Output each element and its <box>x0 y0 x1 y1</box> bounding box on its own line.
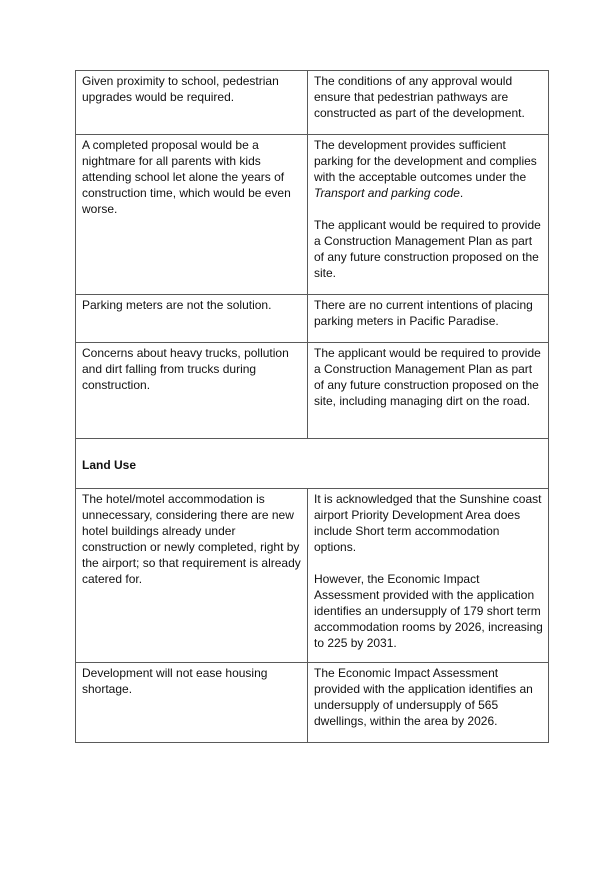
response-cell <box>308 71 549 135</box>
table-row <box>76 295 549 343</box>
response-text-intro: The development provides sufficient parking for the development and complies with the acceptable outcomes under the <box>314 138 537 184</box>
response-cell <box>308 135 549 295</box>
concern-cell <box>76 343 308 439</box>
concern-cell <box>76 663 308 743</box>
response-cell <box>308 489 549 663</box>
submissions-response-table <box>75 70 549 743</box>
table-row <box>76 489 549 663</box>
response-cell <box>308 343 549 439</box>
response-text: The Economic Impact Assessment provided with the application identifies an undersupply of undersupply of 565 dwellings, within the area by 2026. <box>314 666 533 728</box>
table-row <box>76 71 549 135</box>
response-text: There are no current intentions of placing parking meters in Pacific Paradise. <box>314 298 533 328</box>
response-text: The conditions of any approval would ensure that pedestrian pathways are constructed as part of the development. <box>314 74 525 120</box>
concern-text: Parking meters are not the solution. <box>82 298 272 312</box>
response-text <box>314 137 543 201</box>
code-reference: Transport and parking code <box>314 186 460 200</box>
response-text: The applicant would be required to provide a Construction Management Plan as part of any future construction proposed on the site, including managing dirt on the road. <box>314 346 541 408</box>
concern-text: A completed proposal would be a nightmare for all parents with kids attending school let alone the years of construction time, which would be even worse. <box>82 138 291 216</box>
concern-cell <box>76 295 308 343</box>
section-heading: Land Use <box>82 458 137 472</box>
response-text: The applicant would be required to provide a Construction Management Plan as part of any future construction proposed on the site. <box>314 218 541 280</box>
concern-text: Given proximity to school, pedestrian upgrades would be required. <box>82 74 279 104</box>
table-row <box>76 663 549 743</box>
response-cell <box>308 295 549 343</box>
concern-text: Development will not ease housing shortage. <box>82 666 268 696</box>
concern-cell <box>76 489 308 663</box>
concern-cell <box>76 71 308 135</box>
response-text: However, the Economic Impact Assessment provided with the application identifies an undersupply of 179 short term accommodation rooms by 2026, increasing to 225 by 2031. <box>314 572 543 650</box>
concern-text: Concerns about heavy trucks, pollution and dirt falling from trucks during construction. <box>82 346 289 392</box>
table-row <box>76 135 549 295</box>
response-text: It is acknowledged that the Sunshine coast airport Priority Development Area does include Short term accommodation options. <box>314 492 542 554</box>
response-cell <box>308 663 549 743</box>
section-row <box>76 439 549 489</box>
concern-text: The hotel/motel accommodation is unnecessary, considering there are new hotel buildings already under construction or newly completed, right by the airport; so that requirement is already catered for. <box>82 492 301 586</box>
section-cell <box>76 439 549 489</box>
concern-cell <box>76 135 308 295</box>
table-row <box>76 343 549 439</box>
response-text-end: . <box>459 186 464 200</box>
